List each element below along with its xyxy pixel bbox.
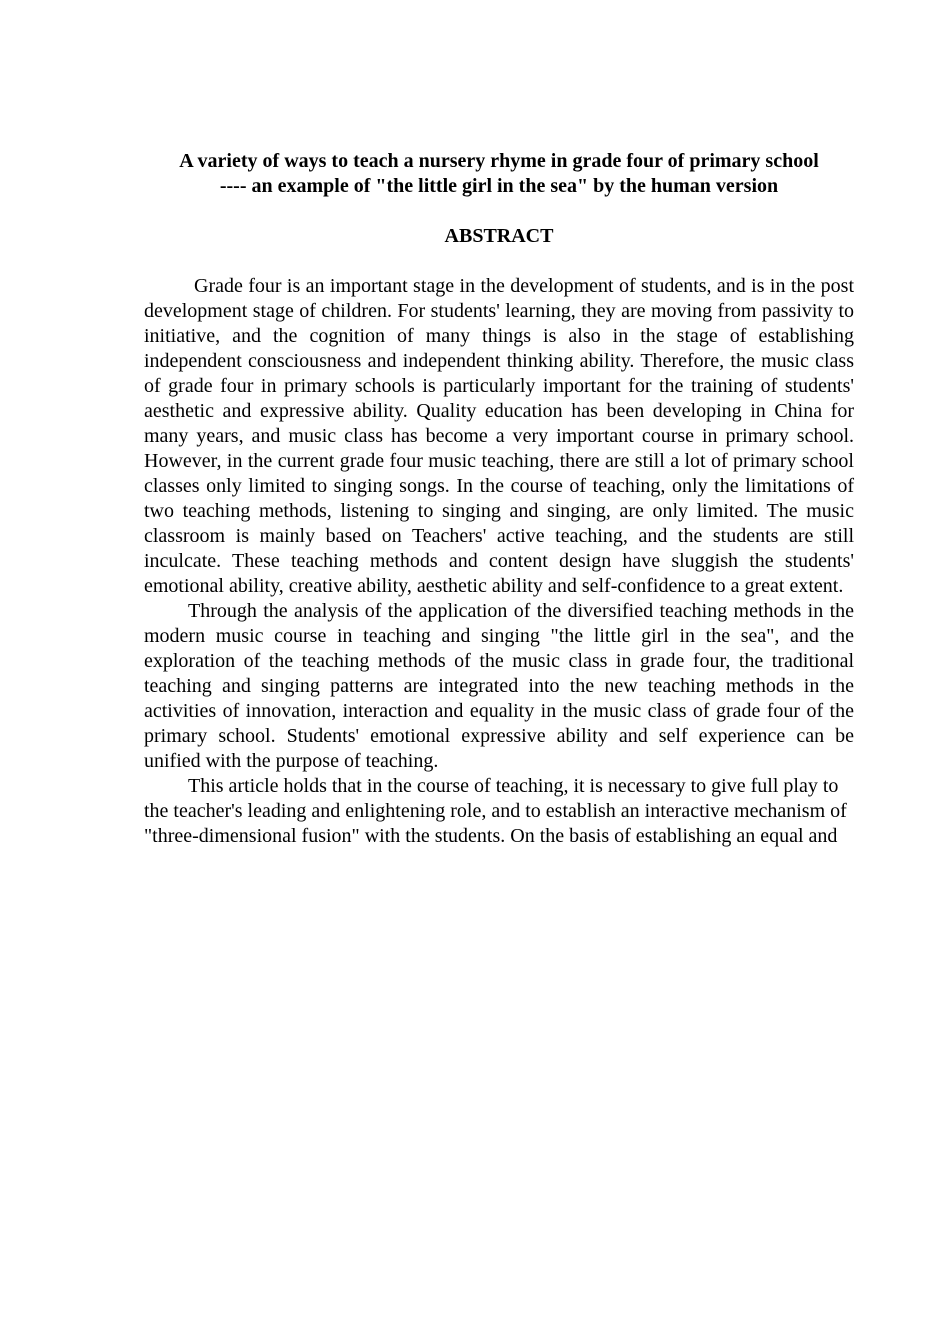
document-page: [144, 149, 854, 849]
abstract-paragraph-1: Grade four is an important stage in the development of students, and is in the post development stage of children. For students' learning, they are moving from passivity to initiative, and the cognition of many things is also in the stage of establishing independent consciousness and independent thinking ability. Therefore, the music class of grade four in primary schools is particularly important for the training of students' aesthetic and expressive ability. Quality education has been developing in China for many years, and music class has become a very important course in primary school. However, in the current grade four music teaching, there are still a lot of primary school classes only limited to singing songs. In the course of teaching, only the limitations of two teaching methods, listening to singing and singing, are only limited. The music classroom is mainly based on Teachers' active teaching, and the students are still inculcate. These teaching methods and content design have sluggish the students' emotional ability, creative ability, aesthetic ability and self-confidence to a great extent.: [144, 275, 854, 597]
title-main: A variety of ways to teach a nursery rhyme in grade four of primary school: [179, 150, 819, 172]
abstract-paragraph-2: Through the analysis of the application of the diversified teaching methods in the modern music course in teaching and singing "the little girl in the sea", and the exploration of the teaching methods of the music class in grade four, the traditional teaching and singing patterns are integrated into the new teaching methods in the activities of innovation, interaction and equality in the music class of grade four of the primary school. Students' emotional expressive ability and self experience can be unified with the purpose of teaching.: [144, 600, 854, 772]
document-title: [144, 149, 854, 199]
abstract-paragraph-3: This article holds that in the course of teaching, it is necessary to give full play to the teacher's leading and enlightening role, and to establish an interactive mechanism of "three-dimensional fusion" with the students. On the basis of establishing an equal and: [144, 775, 847, 847]
title-subtitle: ---- an example of "the little girl in the sea" by the human version: [219, 175, 779, 197]
abstract-heading: ABSTRACT: [444, 225, 554, 247]
